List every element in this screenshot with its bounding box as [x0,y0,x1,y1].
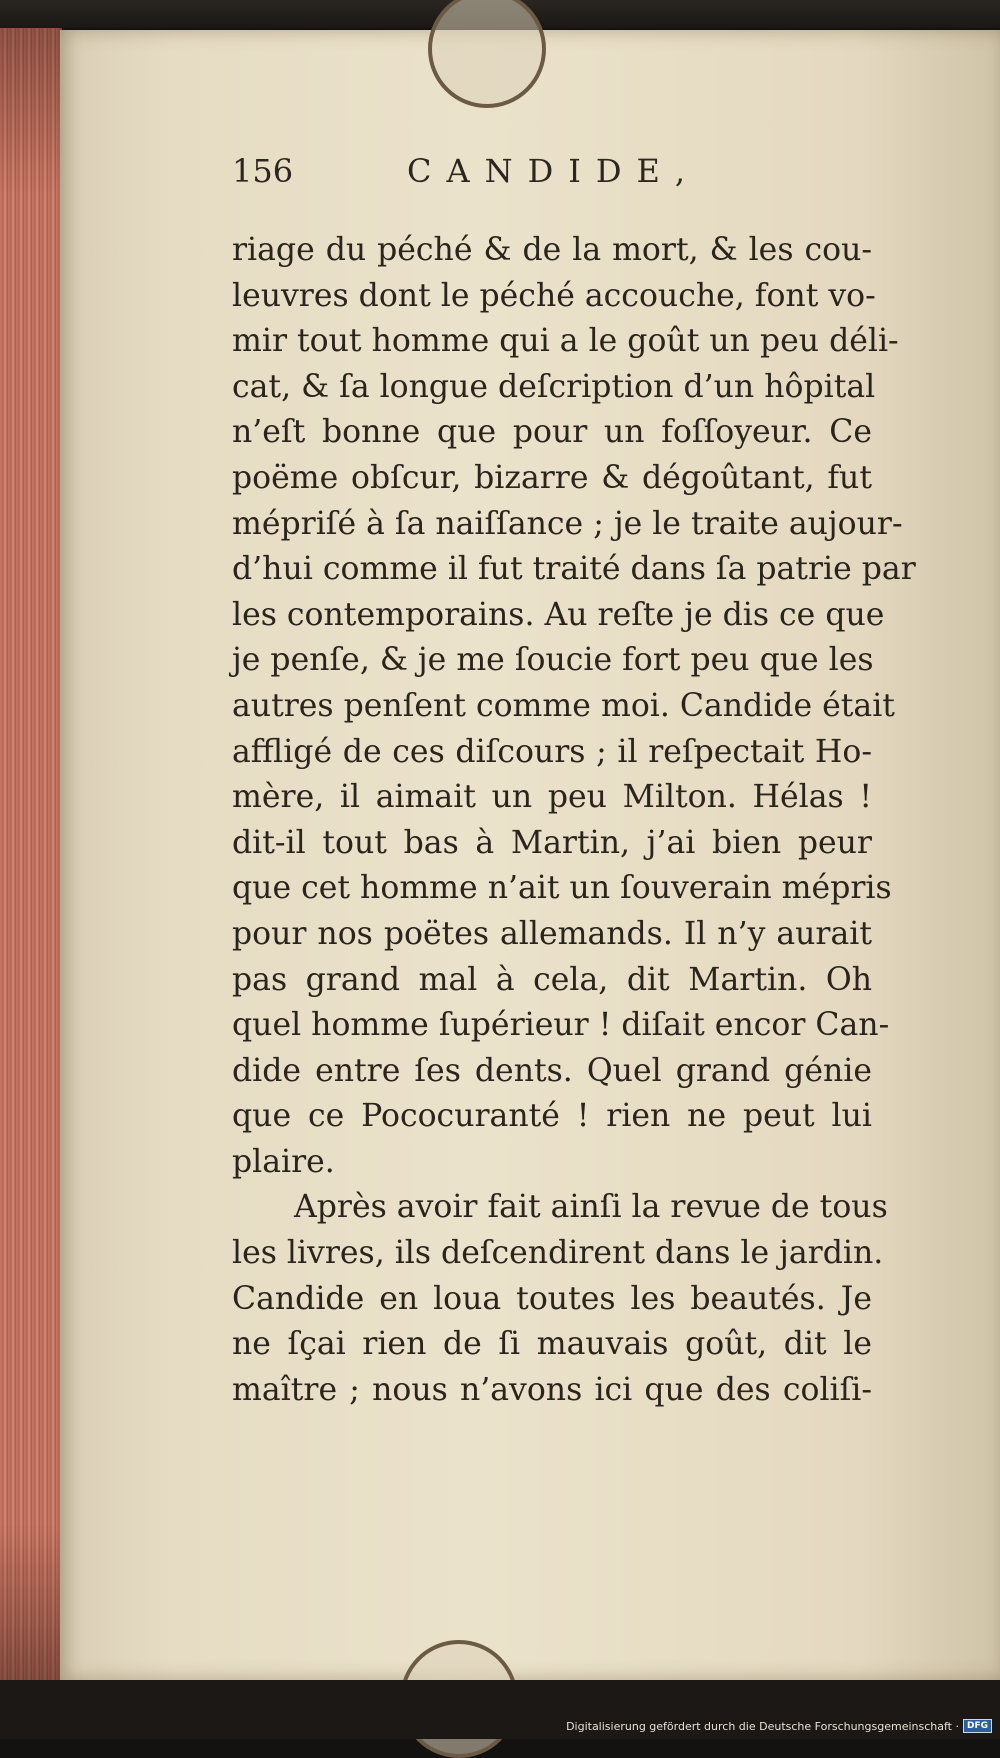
credit-text: Digitalisierung gefördert durch die Deutsche Forschungsgemeinschaft · [566,1719,959,1733]
text-line: que ce Pococuranté ! rien ne peut lui [232,1098,872,1135]
text-line: dide entre ſes dents. Quel grand génie [232,1052,872,1089]
text-line: que cet homme n’ait un ſouverain mépris [232,870,892,907]
body-text [232,228,916,1413]
page-number: 156 [232,152,294,190]
running-head: CANDIDE, [407,152,701,190]
text-line: mépriſé à ſa naiſſance ; je le traite aujour- [232,505,903,542]
text-line: riage du péché & de la mort, & les cou- [232,232,872,268]
text-line: je penſe, & je me ſoucie fort peu que les [232,642,874,679]
text-line: leuvres dont le péché accouche, font vo- [232,277,876,314]
dfg-logo: DFG [963,1719,992,1733]
text-line: d’hui comme il fut traité dans ſa patrie par [232,551,916,588]
text-line: n’eſt bonne que pour un foſſoyeur. Ce [232,414,872,451]
fore-edge-shadow [0,28,60,1690]
paragraph-end-line: plaire. [232,1143,335,1180]
text-line: cat, & ſa longue deſcription d’un hôpital [232,368,876,405]
text-line: mir tout homme qui a le goût un peu déli- [232,323,899,360]
text-line: les contemporains. Au reſte je dis ce que [232,596,885,633]
text-line: poëme obſcur, bizarre & dégoûtant, fut [232,459,872,496]
text-line: affligé de ces diſcours ; il reſpectait Ho- [232,733,872,770]
text-line: quel homme ſupérieur ! diſait encor Can- [232,1007,890,1044]
page-header [232,152,892,212]
text-line: mère, il aimait un peu Milton. Hélas ! [232,779,872,816]
text-line: ne ſçai rien de ſi mauvais goût, dit le [232,1326,872,1363]
text-line: pas grand mal à cela, dit Martin. Oh [232,961,872,998]
text-line: autres penſent comme moi. Candide était [232,687,895,724]
digitization-credit [566,1719,992,1733]
page-clip-top [428,0,546,108]
paragraph-start-line: Après avoir fait ainſi la revue de tous [294,1189,888,1226]
text-line: Candide en loua toutes les beautés. Je [232,1280,872,1317]
text-line: les livres, ils deſcendirent dans le jardin. [232,1235,884,1272]
text-line: dit-il tout bas à Martin, j’ai bien peur [232,824,872,861]
text-line: pour nos poëtes allemands. Il n’y aurait [232,915,872,952]
scan-bottom-border [0,1680,1000,1739]
text-line: maître ; nous n’avons ici que des coliſi- [232,1371,872,1408]
